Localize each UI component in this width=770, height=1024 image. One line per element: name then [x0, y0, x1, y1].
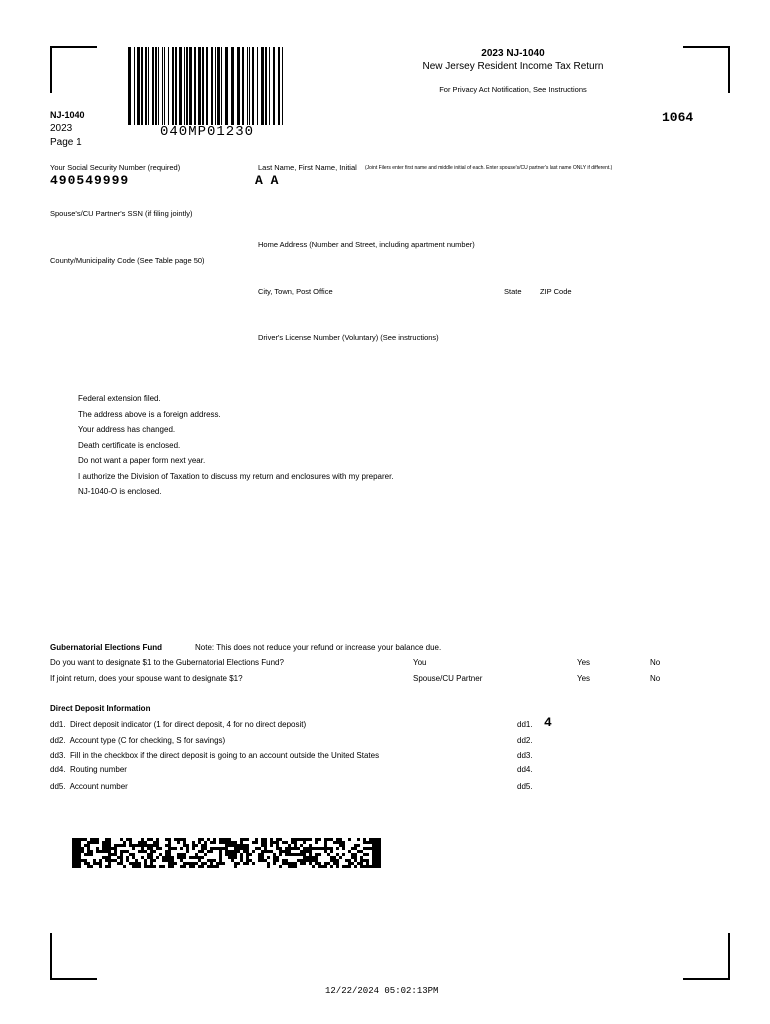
barcode-module [324, 865, 327, 868]
barcode-module [183, 856, 186, 859]
barcode-bar [137, 47, 140, 125]
barcode-bar [145, 47, 147, 125]
barcode-module [318, 853, 321, 856]
barcode-module [186, 850, 189, 853]
elections-you-no[interactable]: No [650, 658, 661, 667]
barcode-module [234, 865, 237, 868]
barcode-module [336, 865, 339, 868]
dd1-value[interactable]: 4 [544, 715, 552, 730]
barcode-module [294, 865, 297, 868]
barcode-module [132, 847, 135, 850]
barcode-module [174, 862, 177, 865]
barcode-module [330, 850, 333, 853]
check-address-changed[interactable]: Your address has changed. [78, 425, 176, 434]
barcode-module [249, 853, 252, 856]
barcode-bar [198, 47, 201, 125]
name-value[interactable]: A A [255, 173, 279, 188]
barcode-module [108, 865, 111, 868]
form-year-title: 2023 NJ-1040 [481, 48, 545, 59]
ssn-value[interactable]: 490549999 [50, 173, 130, 188]
barcode-bar [172, 47, 174, 125]
barcode-module [378, 865, 381, 868]
barcode-module [357, 844, 360, 847]
barcode-module [204, 853, 207, 856]
barcode-bar [155, 47, 157, 125]
barcode-bar [269, 47, 270, 125]
barcode-2d [72, 838, 382, 868]
dd5-label: dd5. Account number [50, 782, 128, 791]
dd4-label: dd4. Routing number [50, 765, 127, 774]
name-label: Last Name, First Name, Initial [258, 163, 357, 172]
barcode-module [246, 838, 249, 841]
elections-you-yes[interactable]: Yes [577, 658, 591, 667]
barcode-module [336, 847, 339, 850]
elections-fund-title: Gubernatorial Elections Fund [50, 643, 163, 652]
barcode-bar [179, 47, 182, 125]
barcode-module [123, 844, 126, 847]
barcode-bar [134, 47, 135, 125]
form-title: New Jersey Resident Income Tax Return [422, 61, 604, 72]
barcode-bar [282, 47, 283, 125]
elections-spouse-yes[interactable]: Yes [577, 674, 591, 683]
barcode-module [183, 865, 186, 868]
barcode-bar [242, 47, 244, 125]
barcode-module [267, 865, 270, 868]
barcode-bar [217, 47, 220, 125]
barcode-bar [128, 47, 131, 125]
city-label: City, Town, Post Office [258, 287, 333, 296]
barcode-bar [215, 47, 216, 125]
barcode-module [276, 859, 279, 862]
barcode-module [222, 862, 225, 865]
barcode-bar [265, 47, 267, 125]
barcode-module [234, 856, 237, 859]
form-id: NJ-1040 [50, 110, 85, 120]
elections-question-you: Do you want to designate $1 to the Gubernatorial Elections Fund? [50, 658, 284, 667]
home-address-label: Home Address (Number and Street, including apartment number) [258, 240, 475, 249]
elections-who-you: You [413, 658, 427, 667]
barcode-module [156, 856, 159, 859]
form-code: 1064 [662, 110, 694, 125]
barcode-module [90, 853, 93, 856]
barcode-module [357, 838, 360, 841]
barcode-module [267, 856, 270, 859]
barcode-module [342, 847, 345, 850]
elections-spouse-no[interactable]: No [650, 674, 661, 683]
barcode-module [96, 841, 99, 844]
elections-question-spouse: If joint return, does your spouse want to designate $1? [50, 674, 243, 683]
barcode-module [99, 865, 102, 868]
barcode-module [366, 853, 369, 856]
spouse-ssn-label: Spouse's/CU Partner's SSN (if filing jointly) [50, 209, 193, 218]
dd1-label: dd1. Direct deposit indicator (1 for direct deposit, 4 for no direct deposit) [50, 720, 307, 729]
barcode-module [303, 862, 306, 865]
drivers-license-label: Driver's License Number (Voluntary) (See instructions) [258, 333, 439, 342]
barcode-module [330, 865, 333, 868]
barcode-module [237, 862, 240, 865]
barcode-bar [152, 47, 154, 125]
barcode-bar [278, 47, 280, 125]
check-no-paper-form[interactable]: Do not want a paper form next year. [78, 456, 206, 465]
barcode-module [342, 853, 345, 856]
barcode-module [216, 865, 219, 868]
dd2-code: dd2. [517, 736, 533, 745]
barcode-module [279, 865, 282, 868]
barcode-module [192, 865, 195, 868]
barcode-bar [184, 47, 185, 125]
corner-mark-top-right [683, 46, 730, 93]
barcode-module [318, 838, 321, 841]
dd1-code: dd1. [517, 720, 533, 729]
barcode-module [213, 841, 216, 844]
barcode-module [354, 865, 357, 868]
corner-mark-bottom-right [683, 933, 730, 980]
barcode-module [210, 850, 213, 853]
barcode-bar [189, 47, 192, 125]
barcode-top [128, 47, 283, 125]
barcode-module [159, 847, 162, 850]
barcode-module [270, 844, 273, 847]
barcode-module [192, 847, 195, 850]
barcode-bar [164, 47, 165, 125]
barcode-module [123, 865, 126, 868]
barcode-bar [247, 47, 248, 125]
barcode-bar [252, 47, 254, 125]
barcode-bar [261, 47, 264, 125]
name-note: (Joint Filers enter first name and middle initial of each. Enter spouse's/CU partner's last name ONLY if different.) [365, 165, 613, 171]
check-nj1040o-enclosed[interactable]: NJ-1040-O is enclosed. [78, 487, 162, 496]
barcode-module [312, 865, 315, 868]
form-year: 2023 [50, 123, 73, 134]
check-federal-extension[interactable]: Federal extension filed. [78, 394, 161, 403]
barcode-module [201, 865, 204, 868]
dd4-code: dd4. [517, 765, 533, 774]
barcode-bar [206, 47, 208, 125]
barcode-bar [158, 47, 159, 125]
barcode-bar [194, 47, 196, 125]
privacy-note: For Privacy Act Notification, See Instructions [439, 85, 587, 94]
barcode-bar [168, 47, 169, 125]
barcode-bar [249, 47, 250, 125]
barcode-module [348, 865, 351, 868]
barcode-module [279, 853, 282, 856]
check-authorize-preparer[interactable]: I authorize the Division of Taxation to discuss my return and enclosures with my preparer. [78, 472, 394, 481]
barcode-module [309, 838, 312, 841]
barcode-bar [186, 47, 188, 125]
barcode-module [252, 850, 255, 853]
barcode-module [339, 856, 342, 859]
barcode-module [180, 847, 183, 850]
barcode-module [153, 859, 156, 862]
elections-who-spouse: Spouse/CU Partner [413, 674, 483, 683]
barcode-module [171, 865, 174, 868]
barcode-module [303, 841, 306, 844]
barcode-bar [175, 47, 177, 125]
barcode-module [348, 838, 351, 841]
corner-mark-top-left [50, 46, 97, 93]
barcode-module [177, 841, 180, 844]
barcode-bar [231, 47, 234, 125]
barcode-module [255, 841, 258, 844]
barcode-module [246, 862, 249, 865]
barcode-bar [225, 47, 228, 125]
barcode-module [195, 844, 198, 847]
barcode-module [90, 865, 93, 868]
zip-label: ZIP Code [540, 287, 572, 296]
direct-deposit-title: Direct Deposit Information [50, 704, 151, 713]
barcode-bar [162, 47, 163, 125]
barcode-bar [211, 47, 213, 125]
barcode-module [201, 856, 204, 859]
barcode-text: 040MP01230 [160, 124, 255, 140]
barcode-bar [237, 47, 240, 125]
corner-mark-bottom-left [50, 933, 97, 980]
barcode-module [252, 862, 255, 865]
barcode-bar [141, 47, 143, 125]
barcode-bar [202, 47, 204, 125]
barcode-bar [257, 47, 258, 125]
elections-fund-note: Note: This does not reduce your refund or increase your balance due. [195, 643, 442, 652]
dd2-label: dd2. Account type (C for checking, S for savings) [50, 736, 226, 745]
county-code-label: County/Municipality Code (See Table page 50) [50, 256, 205, 265]
barcode-bar [221, 47, 222, 125]
print-timestamp: 12/22/2024 05:02:13PM [325, 986, 439, 996]
barcode-module [138, 865, 141, 868]
barcode-module [153, 865, 156, 868]
barcode-module [78, 865, 81, 868]
ssn-label: Your Social Security Number (required) [50, 163, 181, 172]
barcode-bar [273, 47, 275, 125]
page-number: Page 1 [50, 137, 82, 148]
dd3-code: dd3. [517, 751, 533, 760]
barcode-module [153, 850, 156, 853]
dd5-code: dd5. [517, 782, 533, 791]
barcode-module [174, 847, 177, 850]
barcode-module [162, 865, 165, 868]
check-death-certificate[interactable]: Death certificate is enclosed. [78, 441, 181, 450]
barcode-bar [148, 47, 149, 125]
barcode-module [315, 841, 318, 844]
check-foreign-address[interactable]: The address above is a foreign address. [78, 410, 221, 419]
barcode-module [273, 862, 276, 865]
dd3-label: dd3. Fill in the checkbox if the direct deposit is going to an account outside the United States [50, 751, 380, 760]
state-label: State [504, 287, 522, 296]
